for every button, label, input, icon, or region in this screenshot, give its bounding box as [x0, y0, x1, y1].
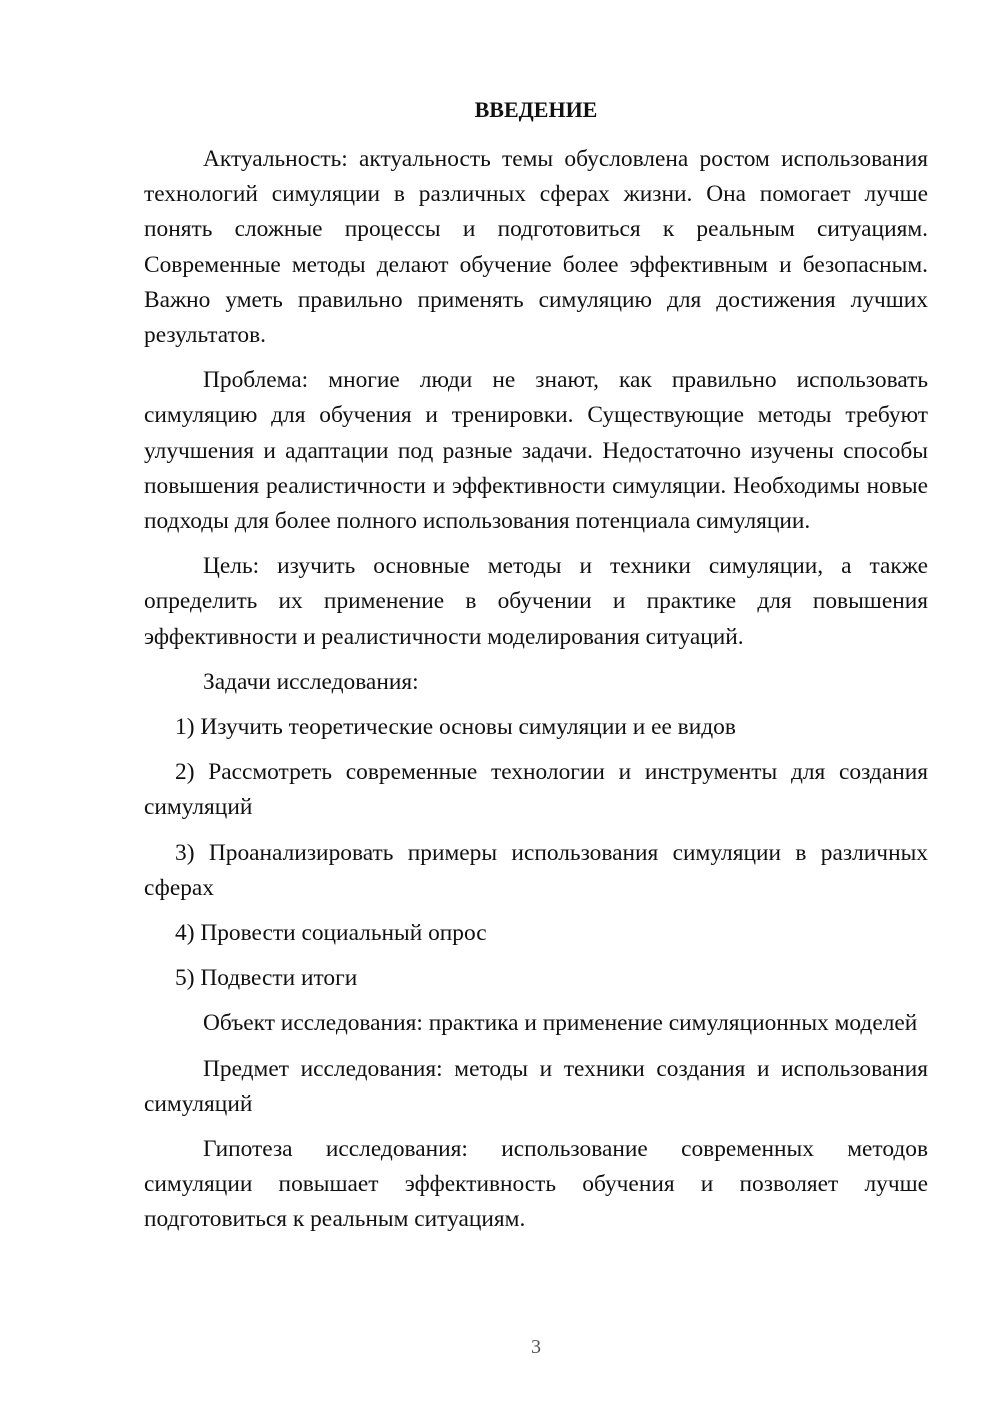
task-item-4: 4) Провести социальный опрос — [175, 920, 487, 947]
problem-paragraph: Проблема: многие люди не знают, как правильно использовать симуляцию для обучения и тренировки. Существующие методы требуют улучшения и адаптации под разные задачи. Недостаточно изучены способы повышения реалистичности и эффективности симуляции. Необходимы новые подходы для более полного использования потенциала симуляции. — [144, 367, 928, 535]
tasks-heading: Задачи исследования: — [203, 668, 419, 695]
goal-paragraph: Цель: изучить основные методы и техники симуляции, а также определить их применение в обучении и практике для повышения эффективности и реалистичности моделирования ситуаций. — [144, 553, 928, 650]
task-item-3: 3) Проанализировать примеры использования симуляции в различных сферах — [144, 839, 928, 901]
subject-paragraph: Предмет исследования: методы и техники создания и использования симуляций — [144, 1055, 928, 1117]
page-title: ВВЕДЕНИЕ — [474, 97, 598, 122]
relevance-paragraph: Актуальность: актуальность темы обусловлена ростом использования технологий симуляции в различных сферах жизни. Она помогает лучше понять сложные процессы и подготовиться к реальным ситуациям. Современные методы делают обучение более эффективным и безопасным. Важно уметь правильно применять симуляцию для достижения лучших результатов. — [144, 146, 928, 349]
page-number: 3 — [531, 1336, 541, 1358]
task-item-5: 5) Подвести итоги — [175, 965, 358, 992]
document-body — [144, 142, 928, 1248]
task-item-1: 1) Изучить теоретические основы симуляции и ее видов — [175, 714, 736, 741]
task-item-2: 2) Рассмотреть современные технологии и инструменты для создания симуляций — [144, 759, 928, 821]
hypothesis-paragraph: Гипотеза исследования: использование современных методов симуляции повышает эффективность обучения и позволяет лучше подготовиться к реальным ситуациям. — [144, 1136, 928, 1233]
object-paragraph: Объект исследования: практика и применение симуляционных моделей — [203, 1010, 918, 1037]
